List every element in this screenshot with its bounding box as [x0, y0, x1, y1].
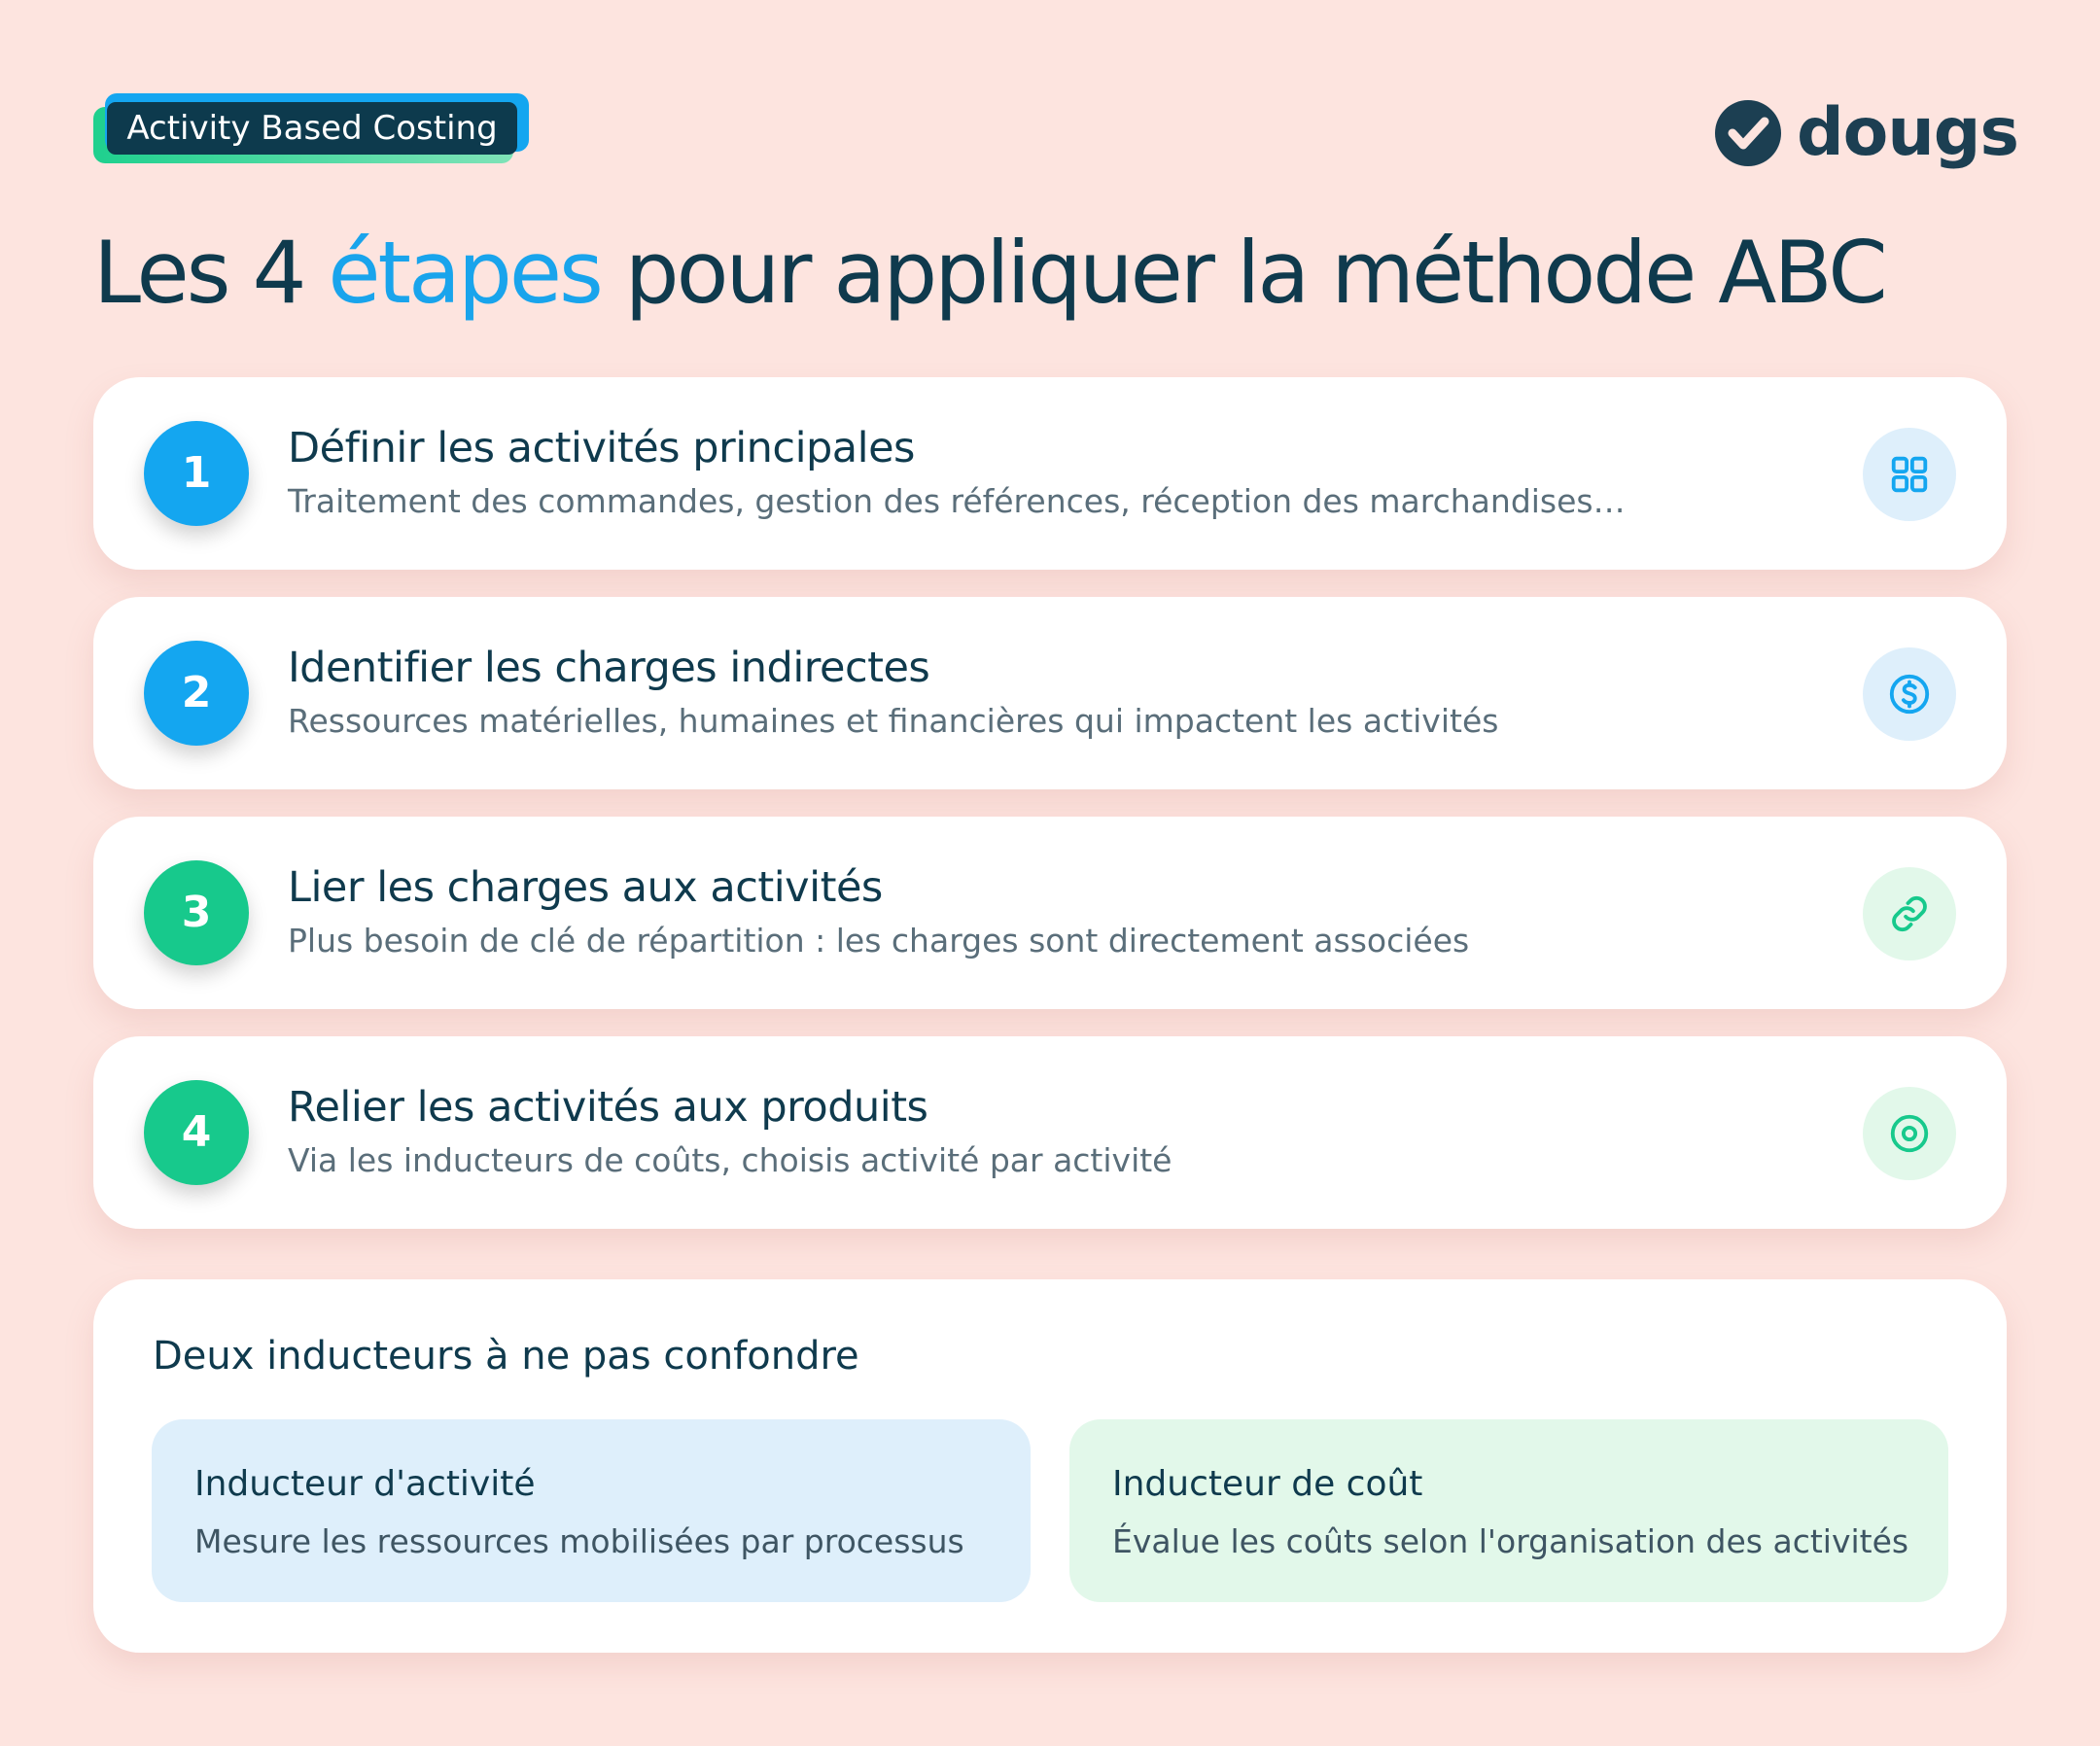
step-description: Via les inducteurs de coûts, choisis activité par activité [288, 1141, 1172, 1179]
driver-description: Évalue les coûts selon l'organisation des activités [1112, 1522, 1909, 1560]
step-description: Plus besoin de clé de répartition : les charges sont directement associées [288, 922, 1470, 960]
step-title: Lier les charges aux activités [288, 863, 883, 912]
driver-title: Inducteur de coût [1112, 1464, 1423, 1504]
dougs-logo [1713, 93, 2018, 173]
driver-description: Mesure les ressources mobilisées par processus [194, 1522, 964, 1560]
link-icon [1863, 867, 1956, 960]
step-card-1 [93, 377, 2007, 570]
drivers-card [93, 1279, 2007, 1653]
check-circle-icon [1713, 98, 1783, 168]
step-card-3 [93, 817, 2007, 1009]
cost-driver-box [1069, 1419, 1948, 1602]
drivers-title: Deux inducteurs à ne pas confondre [153, 1334, 859, 1379]
title-suffix: pour appliquer la méthode ABC [600, 223, 1885, 323]
step-card-4 [93, 1036, 2007, 1229]
page-title [93, 220, 1885, 327]
step-number-badge: 2 [144, 641, 249, 746]
step-description: Ressources matérielles, humaines et financières qui impactent les activités [288, 702, 1499, 740]
step-title: Définir les activités principales [288, 424, 915, 472]
activity-driver-box [152, 1419, 1031, 1602]
title-prefix: Les 4 [93, 223, 329, 323]
step-description: Traitement des commandes, gestion des références, réception des marchandises… [288, 482, 1626, 520]
step-card-2 [93, 597, 2007, 789]
topic-badge [93, 93, 529, 165]
driver-title: Inducteur d'activité [194, 1464, 536, 1504]
target-icon [1863, 1087, 1956, 1180]
dollar-circle-icon [1863, 647, 1956, 741]
step-number-badge: 1 [144, 421, 249, 526]
step-number-badge: 3 [144, 860, 249, 965]
grid-icon [1863, 428, 1956, 521]
step-number-badge: 4 [144, 1080, 249, 1185]
logo-text: dougs [1797, 94, 2018, 171]
badge-label: Activity Based Costing [107, 102, 517, 155]
step-title: Relier les activités aux produits [288, 1083, 928, 1132]
step-title: Identifier les charges indirectes [288, 644, 930, 692]
title-highlight: étapes [328, 223, 601, 323]
